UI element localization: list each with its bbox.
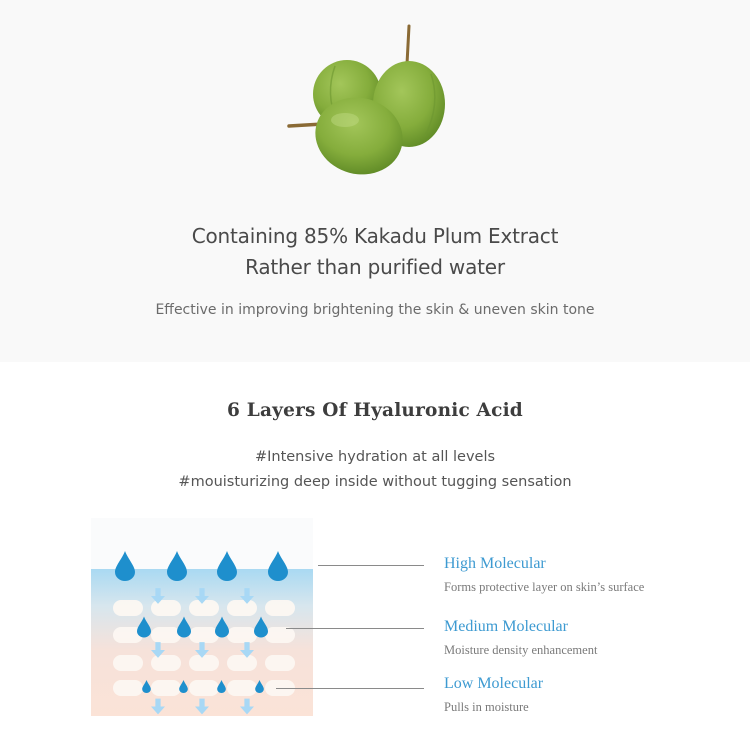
layer-title-high: High Molecular [444,555,546,572]
diagram-graphics [91,518,313,716]
hashtag-2: #mouisturizing deep inside without tugging sensation [178,474,572,490]
intro-subtext: Effective in improving brightening the skin & uneven skin tone [155,302,595,318]
callout-line-low [276,688,424,689]
callout-line-high [318,565,424,566]
headline-line-2: Rather than purified water [245,255,505,279]
kakadu-plum-section [0,0,750,362]
layer-desc-medium: Moisture density enhancement [444,643,598,657]
skin-layer-diagram [91,518,313,716]
headline-line-1: Containing 85% Kakadu Plum Extract [191,224,559,248]
layer-desc-low: Pulls in moisture [444,700,529,714]
layer-title-low: Low Molecular [444,675,544,692]
layer-title-medium: Medium Molecular [444,618,568,635]
callout-line-medium [286,628,424,629]
layer-desc-high: Forms protective layer on skin’s surface [444,580,645,594]
kakadu-plums-image [285,24,455,180]
hashtag-1: #Intensive hydration at all levels [254,449,496,465]
hyaluronic-title: 6 Layers Of Hyaluronic Acid [227,400,523,421]
